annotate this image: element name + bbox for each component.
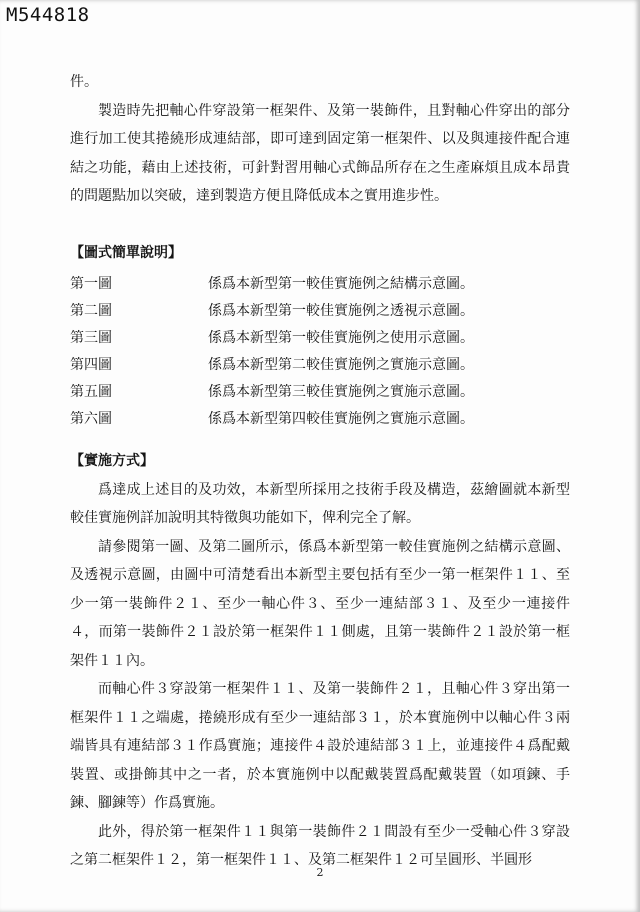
paragraph-embodiment-extra: 此外，得於第一框架件１１與第一裝飾件２１間設有至少一受軸心件３穿設之第二框架件１２，第一框架件１１、及第二框架件１２可呈圓形、半圓形 [70,823,570,868]
figure-label: 第五圖 [70,384,112,401]
document-id: M544818 [6,4,90,26]
figure-description: 係爲本新型第四較佳實施例之實施示意圖。 [208,411,474,428]
figure-list [70,271,570,433]
figure-description: 係爲本新型第二較佳實施例之實施示意圖。 [208,357,474,374]
figure-label: 第一圖 [70,276,112,293]
page-number: 2 [316,866,324,879]
paragraph-continuation: 件。 [70,74,98,90]
figure-item [70,406,570,433]
figure-item [70,325,570,352]
paragraph-embodiment-axis: 而軸心件３穿設第一框架件１１、及第一裝飾件２１，且軸心件３穿出第一框架件１１之端處，捲繞形成有至少一連結部３１，於本實施例中以軸心件３兩端皆具有連結部３１作爲實施；連接件４設於連結部３１上，並連接件４爲配戴裝置、或掛飾其中之一者，於本實施例中以配戴裝置爲配戴裝置（如項鍊、手鍊、腳鍊等）作爲實施。 [70,681,570,811]
figure-description: 係爲本新型第一較佳實施例之使用示意圖。 [208,330,474,347]
figure-description: 係爲本新型第一較佳實施例之結構示意圖。 [208,276,474,293]
figure-label: 第二圖 [70,303,112,320]
paragraph-embodiment-structure: 請參閱第一圖、及第二圖所示，係爲本新型第一較佳實施例之結構示意圖、及透視示意圖，由圖中可清楚看出本新型主要包括有至少一第一框架件１１、至少一第一裝飾件２１、至少一軸心件３、至少一連結部３１、及至少一連接件４，而第一裝飾件２１設於第一框架件１１側處，且第一裝飾件２１設於第一框架件１１內。 [70,538,570,669]
figure-item [70,298,570,325]
figure-item [70,271,570,298]
figure-label: 第四圖 [70,357,112,374]
figure-label: 第六圖 [70,411,112,428]
figures-heading: 【圖式簡單說明】 [70,244,182,261]
figure-item [70,379,570,406]
embodiment-heading: 【實施方式】 [70,453,154,469]
page-content [70,68,570,875]
paragraph-manufacturing: 製造時先把軸心件穿設第一框架件、及第一裝飾件，且對軸心件穿出的部分進行加工使其捲繞形成連結部，即可達到固定第一框架件、以及與連接件配合連結之功能，藉由上述技術，可針對習用軸心式飾品所存在之生產麻煩且成本昂貴的問題點加以突破，達到製造方便且降低成本之實用進步性。 [70,102,570,204]
figure-item [70,352,570,379]
figure-description: 係爲本新型第一較佳實施例之透視示意圖。 [208,303,474,320]
figure-label: 第三圖 [70,330,112,347]
paragraph-embodiment-intro: 爲達成上述目的及功效，本新型所採用之技術手段及構造，茲繪圖就本新型較佳實施例詳加說明其特徵與功能如下，俾利完全了解。 [70,481,570,526]
figure-description: 係爲本新型第三較佳實施例之實施示意圖。 [208,384,474,401]
